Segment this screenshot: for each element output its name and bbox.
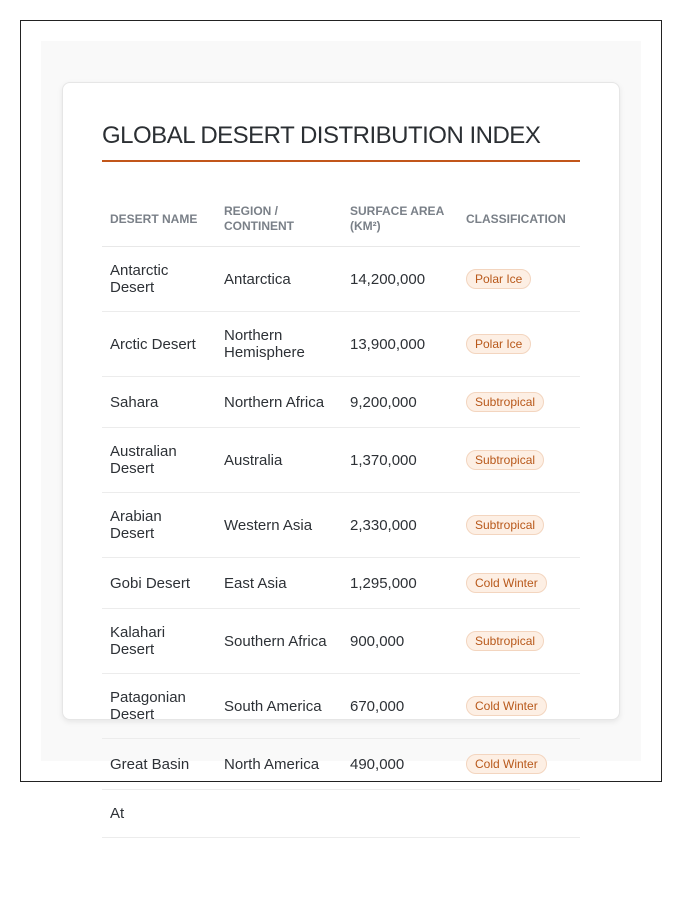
region: South America — [216, 674, 342, 739]
table-row — [102, 428, 580, 493]
region: Northern Hemisphere — [216, 312, 342, 377]
surface-area: 13,900,000 — [342, 312, 458, 377]
surface-area: 670,000 — [342, 674, 458, 739]
surface-area: 490,000 — [342, 739, 458, 790]
header-classification: CLASSIFICATION — [458, 190, 580, 247]
table-row — [102, 247, 580, 312]
header-region: REGION / CONTINENT — [216, 190, 342, 247]
region: Western Asia — [216, 493, 342, 558]
table-row — [102, 312, 580, 377]
table-row — [102, 609, 580, 674]
page-title: GLOBAL DESERT DISTRIBUTION INDEX — [102, 82, 580, 162]
region: East Asia — [216, 558, 342, 609]
surface-area: 1,295,000 — [342, 558, 458, 609]
surface-area: 14,200,000 — [342, 247, 458, 312]
classification-cell — [458, 558, 580, 609]
header-desert-name: DESERT NAME — [102, 190, 216, 247]
surface-area — [342, 790, 458, 838]
desert-table — [102, 190, 580, 838]
classification-cell — [458, 739, 580, 790]
table-row — [102, 558, 580, 609]
classification-badge: Subtropical — [466, 392, 544, 412]
region: Antarctica — [216, 247, 342, 312]
table-row — [102, 377, 580, 428]
desert-name: Arabian Desert — [102, 493, 216, 558]
region: North America — [216, 739, 342, 790]
classification-badge: Cold Winter — [466, 754, 547, 774]
table-header-row — [102, 190, 580, 247]
classification-cell — [458, 674, 580, 739]
desert-name: Patagonian Desert — [102, 674, 216, 739]
desert-name: At — [102, 790, 216, 838]
desert-name: Arctic Desert — [102, 312, 216, 377]
region: Northern Africa — [216, 377, 342, 428]
classification-cell — [458, 312, 580, 377]
region — [216, 790, 342, 838]
card-content — [102, 82, 580, 838]
classification-badge: Polar Ice — [466, 334, 531, 354]
surface-area: 1,370,000 — [342, 428, 458, 493]
region: Australia — [216, 428, 342, 493]
classification-cell — [458, 790, 580, 838]
table-row — [102, 739, 580, 790]
table-row — [102, 674, 580, 739]
classification-badge: Subtropical — [466, 450, 544, 470]
classification-cell — [458, 609, 580, 674]
surface-area: 2,330,000 — [342, 493, 458, 558]
surface-area: 9,200,000 — [342, 377, 458, 428]
table-row — [102, 790, 580, 838]
classification-badge: Subtropical — [466, 631, 544, 651]
desert-name: Gobi Desert — [102, 558, 216, 609]
classification-badge: Subtropical — [466, 515, 544, 535]
surface-area: 900,000 — [342, 609, 458, 674]
table-row — [102, 493, 580, 558]
classification-cell — [458, 247, 580, 312]
desert-name: Sahara — [102, 377, 216, 428]
classification-badge: Polar Ice — [466, 269, 531, 289]
classification-badge: Cold Winter — [466, 573, 547, 593]
desert-name: Great Basin — [102, 739, 216, 790]
desert-name: Kalahari Desert — [102, 609, 216, 674]
classification-cell — [458, 493, 580, 558]
header-surface-area: SURFACE AREA (KM²) — [342, 190, 458, 247]
desert-name: Antarctic Desert — [102, 247, 216, 312]
region: Southern Africa — [216, 609, 342, 674]
desert-name: Australian Desert — [102, 428, 216, 493]
classification-cell — [458, 428, 580, 493]
classification-cell — [458, 377, 580, 428]
classification-badge: Cold Winter — [466, 696, 547, 716]
